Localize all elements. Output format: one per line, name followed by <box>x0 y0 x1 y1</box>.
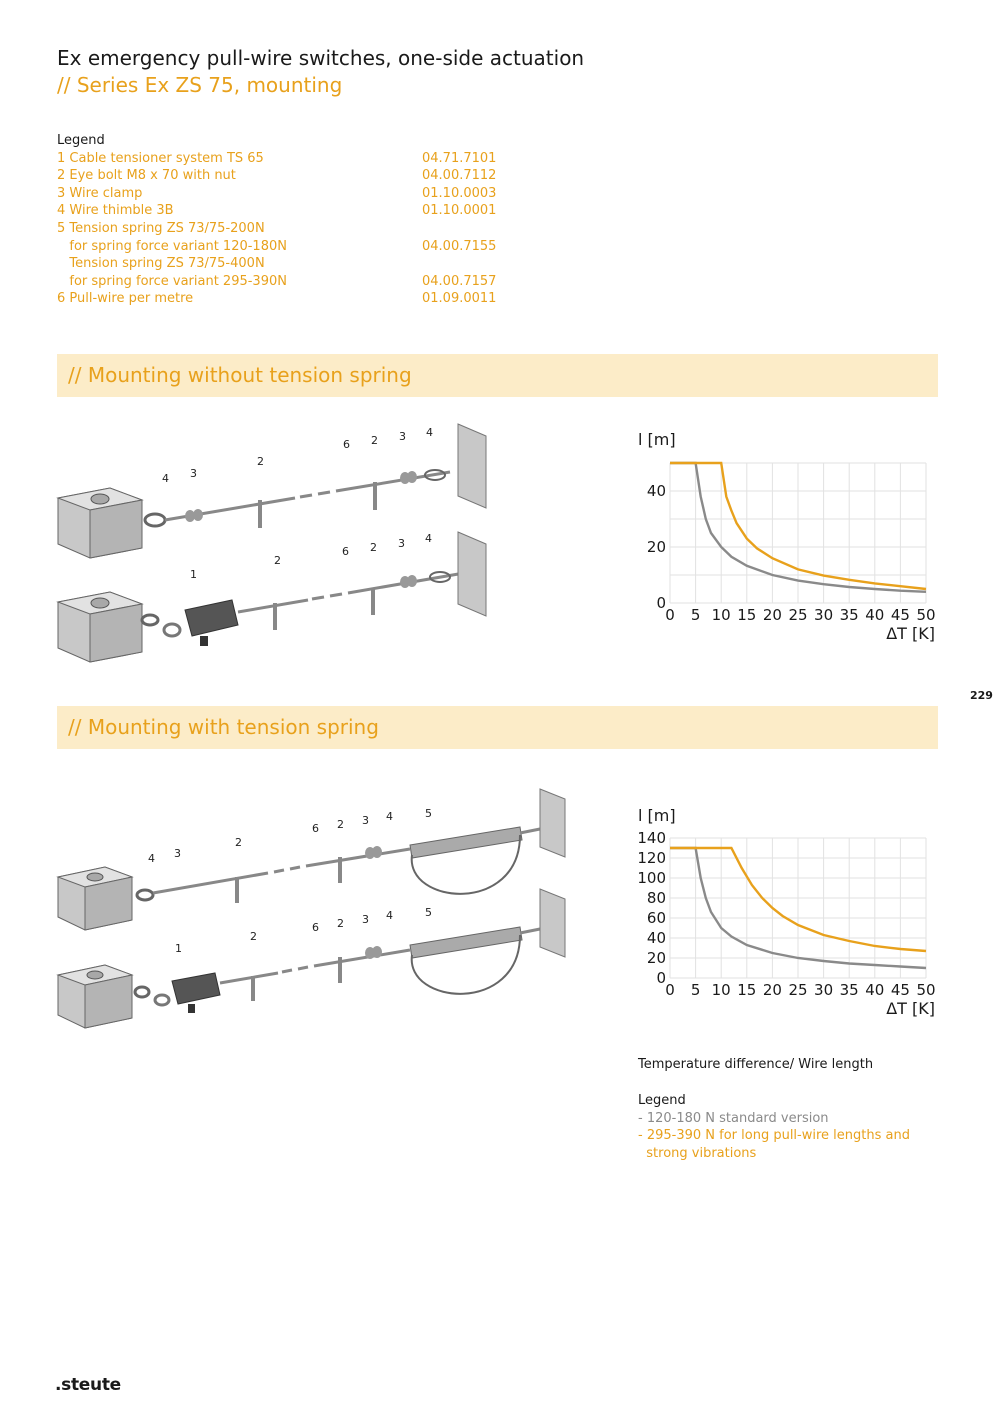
legend-row <box>57 202 517 220</box>
callout: 2 <box>370 541 377 554</box>
legend-code: 01.10.0001 <box>422 203 497 219</box>
x-tick-label: 5 <box>690 981 701 999</box>
callout: 4 <box>386 909 393 922</box>
callout: 2 <box>235 836 242 849</box>
legend-code: 04.71.7101 <box>422 150 497 166</box>
y-tick-label: 20 <box>646 949 666 967</box>
callout: 3 <box>362 814 369 827</box>
callout: 5 <box>425 906 432 919</box>
legend-row <box>57 150 517 168</box>
page-subtitle: // Series Ex ZS 75, mounting <box>57 73 343 97</box>
page-title: Ex emergency pull-wire switches, one-side actuation <box>57 46 585 70</box>
legend-heading: Legend <box>638 1093 686 1108</box>
x-tick-label: 40 <box>865 981 885 999</box>
callout: 3 <box>398 537 405 550</box>
x-tick-label: 0 <box>665 606 675 624</box>
legend-code: 01.09.0011 <box>422 291 497 307</box>
callout: 3 <box>190 467 197 480</box>
section-title: // Mounting with tension spring <box>68 715 379 739</box>
chart-caption: Temperature difference/ Wire length <box>638 1057 874 1072</box>
y-tick-label: 40 <box>646 929 666 947</box>
x-tick-label: 45 <box>890 981 910 999</box>
legend-code: 01.10.0003 <box>422 185 497 201</box>
legend-label: 5 Tension spring ZS 73/75-200N <box>57 220 265 236</box>
x-tick-label: 35 <box>839 981 859 999</box>
callout: 3 <box>362 913 369 926</box>
callout: 2 <box>337 917 344 930</box>
x-tick-label: 10 <box>711 606 731 624</box>
x-tick-label: 20 <box>762 606 782 624</box>
callout: 6 <box>343 438 350 451</box>
callout: 4 <box>162 472 169 485</box>
legend-row <box>57 220 517 238</box>
y-tick-label: 120 <box>637 849 666 867</box>
legend-row <box>57 167 517 185</box>
legend-label: 3 Wire clamp <box>57 185 143 201</box>
chart-temperature-wire-length-without-spring <box>625 425 945 647</box>
callout: 6 <box>312 822 319 835</box>
callout: 2 <box>371 434 378 447</box>
legend-table <box>57 132 517 308</box>
x-tick-label: 35 <box>839 606 859 624</box>
section-title: // Mounting without tension spring <box>68 363 412 387</box>
legend-row <box>57 255 517 273</box>
callout: 6 <box>342 545 349 558</box>
legend-label: 4 Wire thimble 3B <box>57 203 174 219</box>
callout: 4 <box>148 852 155 865</box>
callout: 2 <box>274 554 281 567</box>
x-tick-label: 0 <box>665 981 675 999</box>
x-tick-label: 25 <box>788 981 808 999</box>
y-tick-label: 20 <box>646 538 666 556</box>
x-tick-label: 10 <box>711 981 731 999</box>
switch-assembly-top <box>58 424 486 558</box>
x-tick-label: 30 <box>814 981 834 999</box>
y-tick-label: 140 <box>637 829 666 847</box>
mounting-diagram-with-spring <box>50 785 580 1035</box>
legend-code: 04.00.7157 <box>422 273 497 289</box>
y-tick-label: 100 <box>637 869 666 887</box>
legend-label: 1 Cable tensioner system TS 65 <box>57 150 264 166</box>
legend-row <box>57 273 517 291</box>
y-tick-label: 60 <box>646 909 666 927</box>
legend-heading: Legend <box>57 133 105 148</box>
legend-row <box>57 238 517 256</box>
x-tick-label: 45 <box>890 606 910 624</box>
legend-label: for spring force variant 295-390N <box>57 273 287 289</box>
legend-code: 04.00.7155 <box>422 238 497 254</box>
x-tick-label: 30 <box>814 606 834 624</box>
callout: 3 <box>174 847 181 860</box>
callout: 5 <box>425 807 432 820</box>
callout: 4 <box>426 426 433 439</box>
callout: 3 <box>399 430 406 443</box>
x-axis-label: ΔT [K] <box>886 624 935 643</box>
chart-temperature-wire-length-with-spring <box>625 803 945 1025</box>
y-tick-label: 40 <box>646 482 666 500</box>
callout: 2 <box>257 455 264 468</box>
x-tick-label: 40 <box>865 606 885 624</box>
legend-entry-standard: - 120-180 N standard version <box>638 1110 829 1126</box>
callout: 4 <box>425 532 432 545</box>
callout: 2 <box>250 930 257 943</box>
switch-assembly-bottom <box>58 889 565 1028</box>
page-number: 229 <box>970 689 993 702</box>
legend-entry-long-cont: strong vibrations <box>638 1145 757 1161</box>
steute-logo: .steute <box>55 1375 121 1395</box>
y-axis-label: l [m] <box>638 806 676 825</box>
legend-label: 2 Eye bolt M8 x 70 with nut <box>57 168 236 184</box>
x-tick-label: 15 <box>737 981 757 999</box>
chart-legend <box>638 1092 958 1162</box>
x-axis-label: ΔT [K] <box>886 999 935 1018</box>
legend-label: 6 Pull-wire per metre <box>57 291 194 307</box>
y-axis-label: l [m] <box>638 430 676 449</box>
callout: 4 <box>386 810 393 823</box>
callout: 2 <box>337 818 344 831</box>
x-tick-label: 20 <box>762 981 782 999</box>
callout: 1 <box>190 568 197 581</box>
section-header-without-spring <box>57 354 938 397</box>
y-tick-label: 0 <box>656 969 666 987</box>
x-tick-label: 25 <box>788 606 808 624</box>
legend-row <box>57 185 517 203</box>
section-header-with-spring <box>57 706 938 749</box>
switch-assembly-top <box>58 789 565 930</box>
y-tick-label: 80 <box>646 889 666 907</box>
callout: 6 <box>312 921 319 934</box>
legend-entry-long: - 295-390 N for long pull-wire lengths and <box>638 1128 910 1144</box>
legend-label: for spring force variant 120-180N <box>57 238 287 254</box>
legend-label: Tension spring ZS 73/75-400N <box>57 256 265 272</box>
callout: 1 <box>175 942 182 955</box>
x-tick-label: 5 <box>690 606 701 624</box>
mounting-diagram-without-spring <box>50 420 500 670</box>
legend-row <box>57 290 517 308</box>
x-tick-label: 15 <box>737 606 757 624</box>
legend-code: 04.00.7112 <box>422 168 497 184</box>
x-tick-label: 50 <box>916 606 936 624</box>
x-tick-label: 50 <box>916 981 936 999</box>
y-tick-label: 0 <box>656 594 666 612</box>
